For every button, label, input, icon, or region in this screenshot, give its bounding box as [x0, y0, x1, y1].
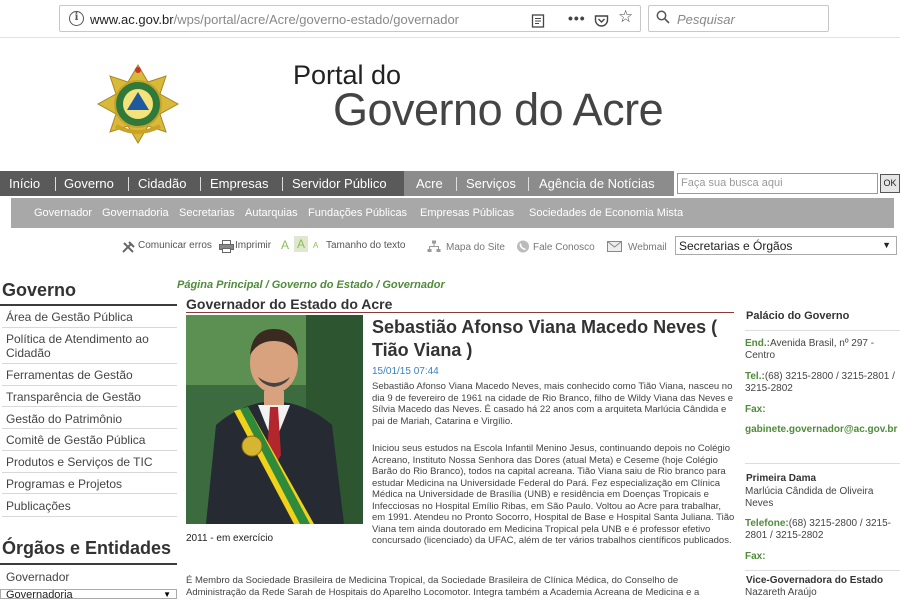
- nav-item-servicos[interactable]: Serviços: [466, 176, 516, 191]
- subnav-item-secretarias[interactable]: Secretarias: [179, 207, 235, 219]
- governor-name: Sebastião Afonso Viana Macedo Neves ( Tião Viana ): [372, 317, 718, 360]
- sidebar-heading-underline: [0, 563, 177, 565]
- sidebar-item-governador[interactable]: Governador: [6, 570, 70, 584]
- right-separator: [745, 330, 900, 331]
- font-size-small-button[interactable]: A: [313, 241, 319, 250]
- nav-separator: [128, 177, 129, 191]
- report-error-link[interactable]: Comunicar erros: [138, 240, 212, 251]
- sidebar-item-ferramentas[interactable]: Ferramentas de Gestão: [6, 368, 133, 382]
- reader-view-icon[interactable]: [531, 14, 545, 31]
- nav-separator: [282, 177, 283, 191]
- sidebar-item-produtos-tic[interactable]: Produtos e Serviços de TIC: [6, 455, 153, 469]
- search-icon: [656, 10, 670, 27]
- sidebar-separator: [2, 450, 177, 451]
- sidebar-separator: [2, 385, 177, 386]
- more-actions-icon[interactable]: •••: [568, 10, 586, 26]
- photo-caption: 2011 - em exercício: [186, 533, 274, 544]
- palace-address: [745, 338, 900, 362]
- sidebar-separator: [2, 406, 177, 407]
- sidebar-item-publicacoes[interactable]: Publicações: [6, 499, 71, 513]
- nav-separator: [528, 177, 529, 191]
- subnav-item-fundacoes[interactable]: Fundações Públicas: [308, 207, 408, 219]
- tel-value: (68) 3215-2800 / 3215-2801 / 3215-2802: [745, 371, 895, 394]
- sitemap-link[interactable]: Mapa do Site: [446, 242, 505, 253]
- governor-email-link[interactable]: gabinete.governador@ac.gov.br: [745, 424, 898, 435]
- address-label: End.:: [745, 338, 770, 349]
- orgao-select-value: Governadoria: [6, 589, 73, 601]
- sitemap-icon[interactable]: [427, 240, 441, 255]
- nav-item-servidor-publico[interactable]: Servidor Público: [292, 176, 387, 191]
- fax-label: Fax:: [745, 404, 766, 415]
- subnav-item-empresas-publicas[interactable]: Empresas Públicas: [420, 207, 515, 219]
- sidebar-separator: [2, 472, 177, 473]
- webmail-icon[interactable]: [607, 241, 622, 254]
- text-size-label: Tamanho do texto: [326, 240, 406, 251]
- sub-navigation: [11, 198, 894, 228]
- chevron-down-icon: ▼: [882, 240, 891, 250]
- right-separator: [745, 463, 900, 464]
- site-search-input[interactable]: [677, 173, 878, 194]
- site-search-ok-button[interactable]: OK: [880, 174, 900, 193]
- first-lady-name: Marlúcia Cândida de Oliveira Neves: [745, 486, 874, 509]
- browser-divider: [0, 37, 900, 38]
- vice-governor-heading: Vice-Governadora do Estado: [746, 575, 884, 586]
- sidebar-separator: [2, 493, 177, 494]
- browser-search-placeholder: Pesquisar: [677, 12, 735, 27]
- organs-select-value: Secretarias e Órgãos: [679, 239, 793, 253]
- phone-value: (68) 3215-2800 / 3215-2801 / 3215-2802: [745, 518, 892, 541]
- browser-search-box[interactable]: [648, 5, 829, 32]
- subnav-item-governador[interactable]: Governador: [34, 207, 93, 219]
- right-separator: [745, 570, 900, 571]
- contact-phone-icon[interactable]: [516, 240, 530, 255]
- nav-item-cidadao[interactable]: Cidadão: [138, 176, 187, 191]
- sidebar-item-area-gestao[interactable]: Área de Gestão Pública: [6, 310, 133, 324]
- vice-governor-name: Nazareth Araújo: [745, 587, 817, 598]
- sidebar-separator: [2, 428, 177, 429]
- nav-item-inicio[interactable]: Início: [9, 176, 41, 191]
- sidebar-item-patrimonio[interactable]: Gestão do Patrimônio: [6, 412, 123, 426]
- sidebar-item-programas[interactable]: Programas e Projetos: [6, 477, 123, 491]
- print-link[interactable]: Imprimir: [235, 240, 272, 251]
- site-search-placeholder: Faça sua busca aqui: [681, 177, 783, 189]
- palace-heading: Palácio do Governo: [746, 310, 850, 322]
- nav-item-empresas[interactable]: Empresas: [210, 176, 269, 191]
- governor-photo: [186, 315, 363, 524]
- sidebar-item-comite[interactable]: Comitê de Gestão Pública: [6, 433, 146, 447]
- nav-item-acre[interactable]: Acre: [416, 176, 443, 191]
- acre-coat-of-arms-icon[interactable]: [96, 62, 180, 146]
- site-info-icon[interactable]: i: [69, 11, 84, 26]
- pocket-icon[interactable]: [594, 14, 609, 31]
- nav-separator: [55, 177, 56, 191]
- sidebar-separator: [2, 327, 177, 328]
- bio-paragraph-1: Sebastião Afonso Viana Macedo Neves, mais conhecido como Tião Viana, nasceu no dia 9 de fevereiro de 1961 na cidade de Rio Branco, filho de Wildy Viana das Neves e Sílvia Macedo das Neves. É casado há 22 anos com a arquiteta Marlúcia Cândida e pai de Mariah, Catarina e Virgílio.: [372, 381, 734, 427]
- url-text: www.ac.gov.br/wps/portal/acre/Acre/governo-estado/governador: [90, 12, 460, 27]
- portal-title-line1: Portal do: [293, 60, 402, 90]
- sidebar-separator: [2, 363, 177, 364]
- fax2-label: Fax:: [745, 551, 766, 562]
- publish-date: 15/01/15 07:44: [372, 366, 439, 377]
- contact-link[interactable]: Fale Conosco: [533, 242, 595, 253]
- subnav-item-governadoria[interactable]: Governadoria: [102, 207, 169, 219]
- tel-label: Tel.:: [745, 371, 765, 382]
- nav-item-agencia-noticias[interactable]: Agência de Notícias: [539, 176, 655, 191]
- page-title: Governador do Estado do Acre: [186, 296, 393, 312]
- sidebar-separator: [2, 516, 177, 517]
- font-size-normal-button[interactable]: A: [281, 238, 290, 252]
- sidebar-item-transparencia[interactable]: Transparência de Gestão: [6, 390, 141, 404]
- subnav-item-autarquias[interactable]: Autarquias: [245, 207, 298, 219]
- print-icon[interactable]: [219, 240, 234, 255]
- nav-separator: [200, 177, 201, 191]
- address-bar[interactable]: [59, 5, 641, 32]
- report-error-icon[interactable]: [121, 240, 136, 255]
- sidebar-heading-underline: [0, 304, 177, 306]
- font-size-large-button[interactable]: A: [294, 236, 308, 252]
- nav-item-governo[interactable]: Governo: [64, 176, 114, 191]
- chevron-down-icon: ▼: [163, 590, 171, 599]
- subnav-item-sociedades[interactable]: Sociedades de Economia Mista: [529, 207, 684, 219]
- address-value: Avenida Brasil, nº 297 - Centro: [745, 338, 875, 361]
- first-lady-phone: [745, 518, 900, 542]
- bio-paragraph-3: É Membro da Sociedade Brasileira de Medicina Tropical, da Sociedade Brasileira de Clínica Médica, do Conselho de Administração da Rede Sarah de Hospitais do Aparelho Locomotor. Integra também a Academia Acreana de Medicina e a: [186, 575, 700, 598]
- webmail-link[interactable]: Webmail: [628, 242, 667, 253]
- bio-paragraph-2: Iniciou seus estudos na Escola Infantil Menino Jesus, continuando depois no Colégio Acreano, Instituto Nossa Senhora das Dores (atual Meta) e Ceseme (hoje Colégio Barão do Rio Branco), todos na capital acreana. Tião Viana saiu de Rio branco para estudar Medicina na Universidade Federal do Pará. Fez especialização em Clínica Médica na Universidade de Brasília (UNB) e residência em Doenças Tropicais e Infecciosas no Hospital Emílio Ribas, em São Paulo. Voltou ao Acre para trabalhar, em 1991. Atendeu no Pronto Socorro, Hospital de Base e Hospital Santa Juliana. Tião Viana tem ainda doutorado em Medicina Tropical pela UNB e é professor efetivo concursado (licenciado) da UFAC, além de ter vários trabalhos científicos publicados.: [372, 443, 735, 546]
- sidebar-heading-governo: Governo: [2, 280, 77, 300]
- palace-phone: [745, 371, 900, 395]
- breadcrumb[interactable]: Página Principal / Governo do Estado / Governador: [177, 279, 445, 291]
- sidebar-heading-orgaos: Órgãos e Entidades: [2, 538, 172, 558]
- phone-label: Telefone:: [745, 518, 789, 529]
- portal-title-line2: Governo do Acre: [333, 84, 664, 135]
- nav-separator: [456, 177, 457, 191]
- sidebar-item-politica-atendimento[interactable]: Política de Atendimento ao Cidadão: [6, 332, 149, 360]
- title-underline: [186, 312, 734, 313]
- orgao-select[interactable]: [0, 589, 177, 599]
- first-lady-heading: Primeira Dama: [746, 473, 817, 484]
- organs-select[interactable]: [675, 236, 897, 255]
- bookmark-star-icon[interactable]: ☆: [618, 7, 634, 26]
